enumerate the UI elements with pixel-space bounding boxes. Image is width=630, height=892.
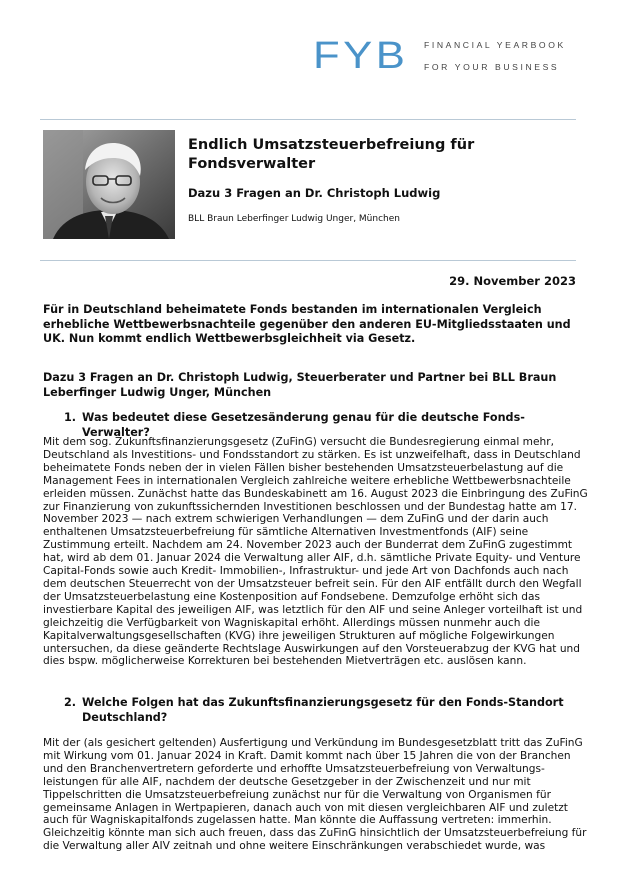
article-subtitle: Dazu 3 Fragen an Dr. Christoph Ludwig <box>188 186 441 200</box>
question-1-text: Was bedeutet diese Gesetzesänderung genau für die deutsche Fonds-Verwalter? <box>82 411 525 439</box>
author-portrait <box>43 130 175 239</box>
publication-date: 29. November 2023 <box>449 274 576 288</box>
article-title: Endlich Umsatzsteuerbefreiung für Fondsverwalter <box>188 137 475 172</box>
header-divider-bottom <box>40 260 576 261</box>
article-header <box>188 136 588 224</box>
answer-1: Mit dem sog. Zukunftsfinanzierungsgesetz (ZuFinG) versucht die Bundesregierung einmal mehr, Deutschland als Investitions- und Fondsstandort zu stärken. Es ist unzweifelhaft, dass in Deutschland beheimatete Fonds neben der in vielen Fällen bisher bestehenden Umsatzsteuerbelastung auf die Management Fees in internationalen Vergleich zahlreiche weitere erhebliche Wettbewerbsnachteile erleiden müssen. Zunächst hatte das Bundeskabinett am 16. August 2023 die Einbringung des ZuFinG zur Finanzierung von zukunftssichernden Investitionen beschlossen und der Bundestag hatte am 17. November 2023 — nach extrem schwierigen Verhandlungen — dem ZuFinG und der darin auch enthaltenen Umsatzsteuerbefreiung für sämtliche Alternativen Investmentfonds (AIF) seine Zustimmung erteilt. Nachdem am 24. November 2023 auch der Bunderrat dem ZuFinG zugestimmt hat, wird ab dem 01. Januar 2024 die Verwaltung aller AIF, d.h. sämtliche Private Equity- und Venture Capital-Fonds sowie auch Kredit- Immobilien-, Infrastruktur- und jede Art von Dachfonds auch nach dem deutschen Steuerrecht von der Umsatzsteuer befreit sein. Für den AIF entfällt durch den Wegfall der Umsatzsteuerbelastung eine Kostenposition auf Fondsebene. Demzufolge erhöht sich das investierbare Kapital des jeweiligen AIF, was letztlich für den AIF und seine Anleger vorteilhaft ist und gleichzeitig die Verfügbarkeit von Wagniskapital erhöht. Allerdings müssen nunmehr auch die Kapitalverwaltungsgesellschaften (KVG) ihre jeweiligen Strukturen auf mögliche Folgewirkungen untersuchen, da diese geänderte Rechtslage Auswirkungen auf den Vorsteuerabzug der KVG hat und dies bspw. möglicherweise Korrekturen bei bestehenden Mietverträgen etc. auslösen kann. <box>43 436 588 668</box>
logo-tagline-line2: FOR YOUR BUSINESS <box>424 62 560 72</box>
interview-intro: Dazu 3 Fragen an Dr. Christoph Ludwig, Steuerberater und Partner bei BLL Braun Leberfinger Ludwig Unger, München <box>43 371 557 399</box>
logo-tagline-line1: FINANCIAL YEARBOOK <box>424 40 566 50</box>
question-2-number: 2. <box>64 696 77 709</box>
author-affiliation: BLL Braun Leberfinger Ludwig Unger, München <box>188 214 400 224</box>
question-2-text: Welche Folgen hat das Zukunftsfinanzierungsgesetz für den Fonds-Standort Deutschland? <box>82 696 564 724</box>
question-1-number: 1. <box>64 411 77 424</box>
header-divider-top <box>40 119 576 120</box>
logo-mark: FYB <box>313 35 409 77</box>
lead-paragraph: Für in Deutschland beheimatete Fonds bestanden im internationalen Vergleich erhebliche Wettbewerbsnachteile gegenüber den anderen EU-Mitgliedsstaaten und UK. Nun kommt endlich Wettbewerbsgleichheit via Gesetz. <box>43 303 571 345</box>
answer-2: Mit der (als gesichert geltenden) Ausfertigung und Verkündung im Bundesgesetzblatt tritt das ZuFinG mit Wirkung vom 01. Januar 2024 in Kraft. Damit kommt nach über 15 Jahren die von der Branchen und den Branchenvertretern geforderte und erhoffte Umsatzsteuerbefreiung von Verwaltungs-leistungen für alle AIF, nachdem der deutsche Gesetzgeber in der Zwischenzeit und nur mit Tippelschritten die Umsatzsteuerbefreiung zunächst nur für die Verwaltung von Organismen für gemeinsame Anlagen in Wertpapieren, danach auch von mit diesen vergleichbaren AIF und zuletzt auch für Wagniskapitalfonds zugelassen hatte. Man könnte die Auffassung vertreten: immerhin. Gleichzeitig könnte man sich auch freuen, dass das ZuFinG hinsichtlich der Umsatzsteuerbefreiung für die Verwaltung aller AIV zeitnah und ohne weitere Einschränkungen verabschiedet wurde, was <box>43 737 587 853</box>
question-2 <box>64 696 584 725</box>
